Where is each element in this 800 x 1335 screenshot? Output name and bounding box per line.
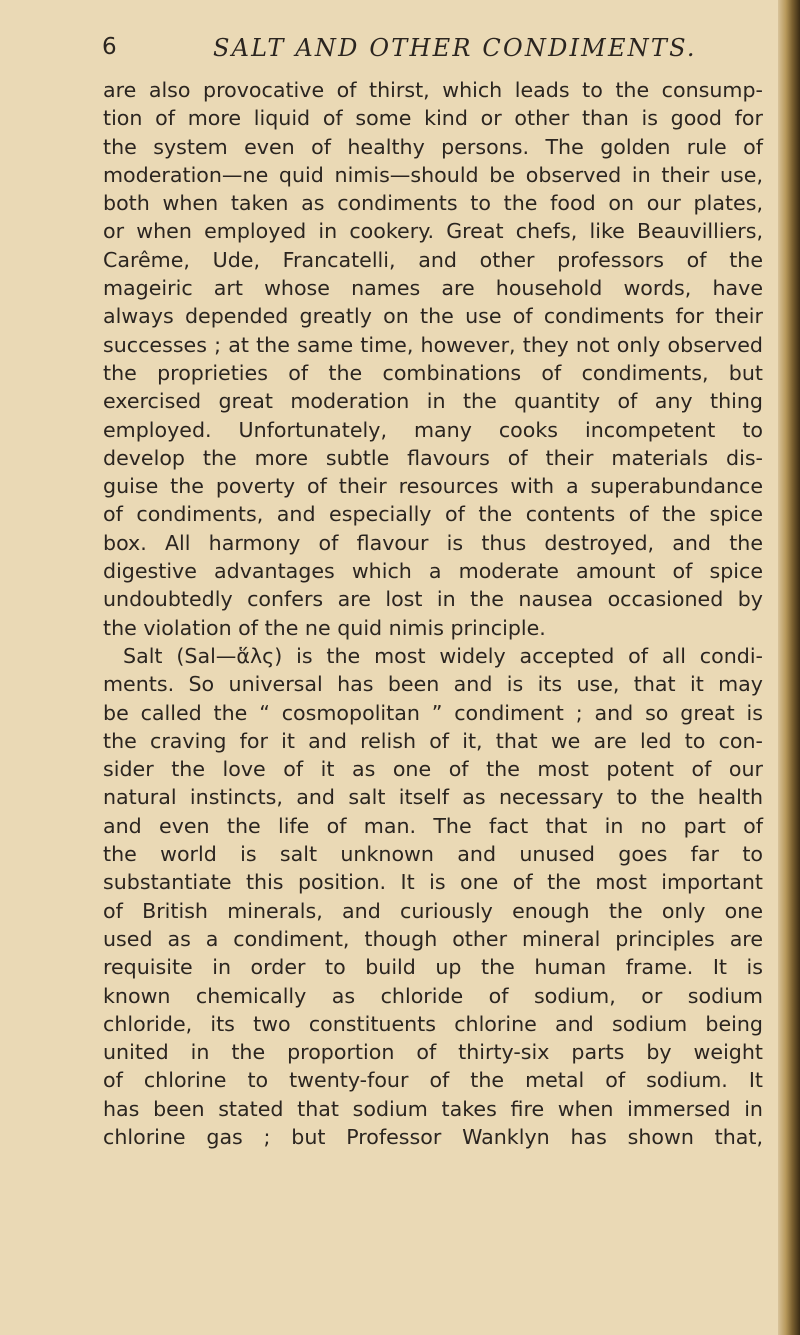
text-line: used as a condiment, though other mineral principles are [103, 926, 763, 951]
text-line: box. All harmony of flavour is thus destroyed, and the [103, 530, 763, 555]
text-line: always depended greatly on the use of condiments for their [103, 304, 763, 329]
text-line: the craving for it and relish of it, that we are led to con- [103, 728, 763, 753]
text-line: develop the more subtle flavours of their materials dis- [103, 445, 763, 470]
text-line: Salt (Sal—ἅλς) is the most widely accepted of all condi- [123, 643, 763, 668]
text-line: of condiments, and especially of the contents of the spice [103, 502, 763, 527]
text-line: undoubtedly confers are lost in the nausea occasioned by [103, 587, 763, 612]
text-line: sider the love of it as one of the most potent of our [103, 757, 763, 782]
text-line: natural instincts, and salt itself as necessary to the health [103, 785, 763, 810]
page-header [102, 28, 722, 68]
text-line: both when taken as condiments to the food on our plates, [103, 191, 763, 216]
text-line: the world is salt unknown and unused goes far to [103, 842, 763, 867]
text-line: chloride, its two constituents chlorine and sodium being [103, 1011, 763, 1036]
text-line: substantiate this position. It is one of the most important [103, 870, 763, 895]
text-line: be called the “ cosmopolitan ” condiment ; and so great is [103, 700, 763, 725]
running-title: SALT AND OTHER CONDIMENTS. [213, 34, 697, 62]
text-line: moderation—ne quid nimis—should be observed in their use, [103, 162, 763, 187]
text-line: successes ; at the same time, however, they not only observed [103, 332, 763, 357]
text-line: Carême, Ude, Francatelli, and other professors of the [103, 247, 763, 272]
text-line: known chemically as chloride of sodium, or sodium [103, 983, 763, 1008]
text-line: exercised great moderation in the quantity of any thing [103, 389, 763, 414]
text-line: of British minerals, and curiously enough the only one [103, 898, 763, 923]
text-line: digestive advantages which a moderate amount of spice [103, 559, 763, 584]
text-line: are also provocative of thirst, which leads to the consump- [103, 78, 763, 102]
text-line: has been stated that sodium takes fire when immersed in [103, 1096, 763, 1121]
text-line: mageiric art whose names are household words, have [103, 276, 763, 301]
body-text [103, 76, 763, 1151]
text-line: of chlorine to twenty-four of the metal of sodium. It [103, 1068, 763, 1093]
page-edge-shadow [778, 0, 800, 1335]
text-line: tion of more liquid of some kind or other than is good for [103, 106, 763, 131]
text-line: employed. Unfortunately, many cooks incompetent to [103, 417, 763, 442]
text-line: the violation of the ne quid nimis principle. [103, 615, 546, 640]
text-line: or when employed in cookery. Great chefs, like Beauvilliers, [103, 219, 763, 244]
text-line: the proprieties of the combinations of condiments, but [103, 360, 763, 385]
text-line: and even the life of man. The fact that in no part of [103, 813, 763, 838]
page-number: 6 [102, 34, 117, 60]
text-line: the system even of healthy persons. The golden rule of [103, 134, 763, 159]
text-line: united in the proportion of thirty-six parts by weight [103, 1040, 763, 1065]
text-line: ments. So universal has been and is its use, that it may [103, 672, 763, 697]
text-line: requisite in order to build up the human frame. It is [103, 955, 763, 980]
text-line: guise the poverty of their resources with a superabundance [103, 474, 763, 499]
text-line: chlorine gas ; but Professor Wanklyn has shown that, [103, 1124, 763, 1149]
